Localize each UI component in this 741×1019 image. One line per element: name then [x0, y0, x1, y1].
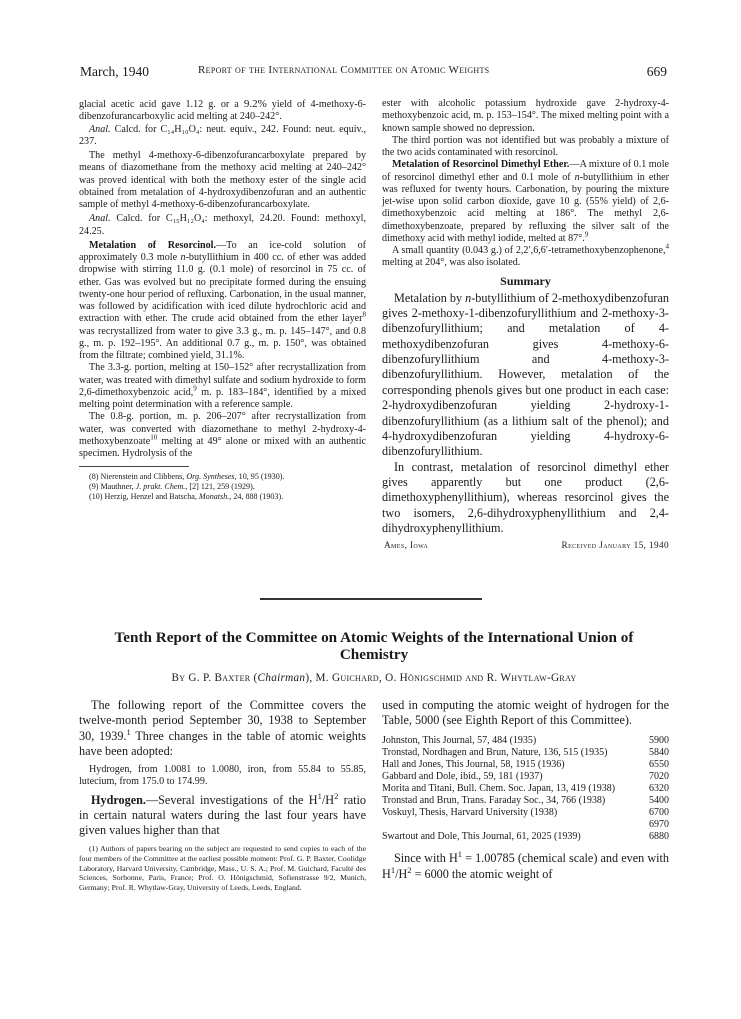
ratio-value: 5900	[649, 734, 669, 746]
reference-row	[382, 771, 669, 783]
running-title: Report of the International Committee on Atomic Weights	[198, 64, 490, 76]
reference-citation: Swartout and Dole, This Journal, 61, 2025 (1939)	[382, 831, 581, 843]
reference-row	[382, 783, 669, 795]
reference-citation: Voskuyl, Thesis, Harvard University (1938)	[382, 807, 558, 819]
reference-citation: Johnston, This Journal, 57, 484 (1935)	[382, 734, 537, 746]
paragraph: Since with $H^1 = 1.00785$ (chemical scale) and even with $H^1/H^2 = 6000$ the atomic weight of	[382, 849, 669, 881]
footnotes	[79, 472, 366, 502]
signature-line	[382, 539, 669, 553]
ratio-value: 5840	[649, 746, 669, 758]
article-separator	[260, 598, 482, 600]
paragraph: used in computing the atomic weight of hydrogen for the Table, 5000 (see Eighth Report of this Committee).	[382, 698, 669, 728]
page-number: 669	[646, 64, 667, 79]
article-authors: By G. P. Baxter (Chairman), M. Guichard, O. Hönigschmid and R. Whytlaw-Gray	[171, 672, 577, 684]
section-heading: Metalation of Resorcinol.	[89, 239, 217, 251]
running-head	[80, 64, 667, 80]
section-heading: Hydrogen.	[91, 792, 146, 807]
left-column	[79, 98, 366, 502]
issue-date: March, 1940	[80, 64, 149, 79]
article-title: Tenth Report of the Committee on Atomic Weights of the International Union of Chemistry	[114, 629, 634, 663]
footnote: (9) Mauthner, J. prakt. Chem., [2] 121, 259 (1929).	[89, 482, 255, 492]
ratio-value: 5400	[649, 795, 669, 807]
paragraph: The third portion was not identified but was probably a mixture of the two acids contaminated with resorcinol.	[382, 134, 669, 158]
summary-heading: Summary	[500, 273, 551, 288]
reference-citation: Gabbard and Dole, ibid., 59, 181 (1937)	[382, 770, 543, 782]
received-date: Received January 15, 1940	[561, 540, 669, 551]
reference-citation: Hall and Jones, This Journal, 58, 1915 (1936)	[382, 758, 565, 770]
article-left-column	[79, 698, 366, 892]
reference-row	[382, 807, 669, 819]
paragraph-hydrogen: Hydrogen.—Several investigations of the $H^1/H^2$ ratio in certain natural waters during the last four years have given values higher than that	[79, 790, 366, 838]
analysis-2: Anal. Calcd. for C₁₅H₁₂O₄: methoxyl, 24.20. Found: methoxyl, 24.25.	[79, 213, 366, 237]
footnote: (1) Authors of papers bearing on the subject are requested to send copies to each of the four members of the Committee at the earliest possible moment: Prof. G. P. Baxter, Coolidge Laboratory, Harvard University, Cambridge, Mass., U. S. A.; Prof. M. Guichard, Faculté des Sciences, Sorbonne, Paris, France; Prof. O. Hönigschmid, Sofienstrasse 9/2, Munich, Germany; Prof. R. Whytlaw-Gray, University of Leeds, Leeds, England.	[79, 844, 366, 892]
reference-citation: Tronstad, Nordhagen and Brun, Nature, 136, 515 (1935)	[382, 746, 608, 758]
paragraph: ester with alcoholic potassium hydroxide gave 2-hydroxy-4-methoxybenzoic acid, m. p. 153–154°. The mixed melting point with a known sample showed no depression.	[382, 98, 669, 134]
reference-row	[382, 819, 669, 843]
ratio-value: 6700	[649, 807, 669, 819]
analysis-1: Anal. Calcd. for C₁₄H₁₀O₄: neut. equiv., 242. Found: neut. equiv., 237.	[79, 123, 366, 147]
ratio-value: 6550	[649, 758, 669, 770]
summary-paragraph: Metalation by n-butyllithium of 2-methoxydibenzofuran gives 2-methoxy-1-dibenzofuryllithium and 2-methoxy-3-dibenzofuryllithium; and metalation of 4-methoxydibenzofuran gives 4-methoxy-6-dibenzofuryllithium and 4-methoxy-3-dibenzofuryllithium. However, metalation of the corresponding phenols gives but one product in each case: 2-hydroxydibenzofuran yielding 2-hydroxy-1-dibenzofuryllithium (as a lithium salt of the phenol); and 4-hydroxydibenzofuran yielding 4-hydroxy-6-dibenzofuryllithium.	[382, 290, 669, 459]
paragraph-metalation-resorcinol: Metalation of Resorcinol.—To an ice-cold solution of approximately 0.3 mole n-butyllithium in 400 cc. of ether was added dropwise with stirring 11.0 g. (0.1 mole) of resorcinol in 75 cc. of ether. Gas was evolved but no precipitate formed during the ensuing twenty-one hour period of refluxing. Carbonation, in the usual manner, was followed by acidification with iced dilute hydrochloric acid and extraction with ether. The crude acid obtained from the ether layer$^8$ was recrystallized from water to give 3.3 g., m. p. 145–147°, and 0.8 g., m. p. 192–195°. An additional 0.7 g., m. p. 150°, was obtained from the filtrate; combined yield, 31.1%.	[79, 239, 366, 361]
right-column	[382, 98, 669, 553]
paragraph: glacial acetic acid gave 1.12 g. or a 9.2% yield of 4-methoxy-6-dibenzofurancarboxylic acid melting at 240–242°.	[79, 98, 366, 123]
section-heading: Metalation of Resorcinol Dimethyl Ether.	[392, 159, 570, 171]
reference-citation: Tronstad and Brun, Trans. Faraday Soc., 34, 766 (1938)	[382, 795, 606, 807]
footnote: (10) Herzig, Henzel and Batscha, Monatsh., 24, 888 (1903).	[89, 492, 284, 502]
reference-row	[382, 747, 669, 759]
paragraph: The methyl 4-methoxy-6-dibenzofurancarboxylate prepared by means of diazomethane from the methoxy acid melting at 240–242° was proved identical with both the methoxy ester of the single acid obtained from metalation of 4-hydroxydibenzofuran and an authentic sample of methyl 4-methoxy-6-dibenzofurancarboxylate.	[79, 150, 366, 210]
ratio-value: 7020	[649, 770, 669, 782]
footnote-rule	[79, 466, 189, 467]
reference-row	[382, 759, 669, 771]
adopted-changes: Hydrogen, from 1.0081 to 1.0080, iron, from 55.84 to 55.85, lutecium, from 175.0 to 174.99.	[79, 764, 366, 788]
summary-paragraph: In contrast, metalation of resorcinol dimethyl ether gives apparently but one product (2,6-dimethoxyphenyllithium), whereas resorcinol gives the two isomers, 2,6-dihydroxyphenyllithium and 2,4-dihydroxyphenyllithium.	[382, 459, 669, 535]
ratio-value: 6320	[649, 782, 669, 794]
ratio-value: 6970 6880	[649, 819, 669, 843]
paragraph: The 0.8-g. portion, m. p. 206–207° after recrystallization from water, was converted with diazomethane to methyl 2-hydroxy-4-methoxybenzoate$^{10}$ melting at 49° alone or mixed with an authentic specimen. Hydrolysis of the	[79, 411, 366, 459]
reference-row	[382, 735, 669, 747]
article-right-column	[382, 698, 669, 882]
place: Ames, Iowa	[384, 540, 429, 551]
footnote: (8) Nierenstein and Clibbens, Org. Syntheses, 10, 95 (1930).	[89, 472, 285, 482]
summary	[382, 291, 669, 537]
hydrogen-ratio-list	[382, 735, 669, 844]
paragraph: The following report of the Committee covers the twelve-month period September 30, 1938 to September 30, 1939.$^1$ Three changes in the table of atomic weights have been adopted:	[79, 698, 367, 758]
paragraph: The 3.3-g. portion, melting at 150–152° after recrystallization from water, was treated with dimethyl sulfate and sodium hydroxide to form 2,6-dimethoxybenzoic acid,$^9$ m. p. 183–184°, identified by a mixed melting point determination with a reference sample.	[79, 362, 366, 410]
paragraph: A small quantity (0.043 g.) of 2,2′,6,6′-tetramethoxybenzophenone,$^4$ melting at 204°, was also isolated.	[382, 242, 669, 269]
paragraph-metalation-dimethyl-ether: Metalation of Resorcinol Dimethyl Ether.—A mixture of 0.1 mole of resorcinol dimethyl ether and 0.1 mole of n-butyllithium in ether was refluxed for twenty hours. Carbonation, by pouring the mixture jet-wise upon solid carbon dioxide, gave 10 g. (55% yield) of 2,6-dimethoxybenzoic acid melting at 186°. The methyl 2,6-dimethoxybenzoate, prepared by refluxing the silver salt of the dimethoxy acid with methyl iodide, melted at 87°.$^9$	[382, 159, 669, 244]
reference-row	[382, 795, 669, 807]
reference-citation: Morita and Titani, Bull. Chem. Soc. Japan, 13, 419 (1938)	[382, 782, 616, 794]
